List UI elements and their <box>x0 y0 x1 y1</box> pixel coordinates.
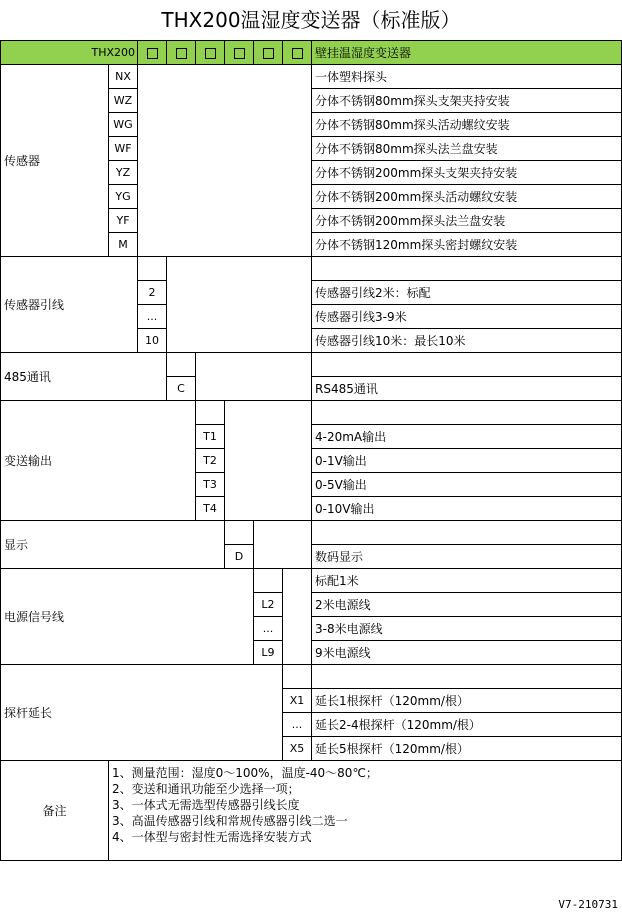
option-code: L2 <box>254 593 283 617</box>
note-line: 4、一体型与密封性无需选择安装方式 <box>112 830 312 844</box>
option-code: ... <box>254 617 283 641</box>
option-desc: 延长1根探杆（120mm/根） <box>312 689 622 713</box>
notes-content <box>109 761 622 861</box>
header-row <box>1 41 622 65</box>
option-desc: 延长5根探杆（120mm/根） <box>312 737 622 761</box>
option-code: T3 <box>196 473 225 497</box>
option-desc-empty <box>312 353 622 377</box>
category-probe: 探杆延长 <box>1 665 283 761</box>
note-line: 3、高温传感器引线和常规传感器引线二选一 <box>112 814 348 828</box>
option-box <box>283 41 312 65</box>
category-comm: 485通讯 <box>1 353 167 401</box>
option-desc: 分体不锈钢200mm探头法兰盘安装 <box>312 209 622 233</box>
option-code-empty <box>196 401 225 425</box>
option-desc-empty <box>312 665 622 689</box>
category-sensor: 传感器 <box>1 65 109 257</box>
option-desc: 3-8米电源线 <box>312 617 622 641</box>
blank-area <box>283 569 312 665</box>
option-box <box>196 41 225 65</box>
option-code-empty <box>167 353 196 377</box>
option-desc: RS485通讯 <box>312 377 622 401</box>
table-row <box>1 401 622 425</box>
mounting-label: 壁挂温湿度变送器 <box>312 41 622 65</box>
option-code: X1 <box>283 689 312 713</box>
option-code: NX <box>109 65 138 89</box>
blank-area <box>225 401 312 521</box>
option-desc-empty <box>312 401 622 425</box>
option-desc: 分体不锈钢80mm探头活动螺纹安装 <box>312 113 622 137</box>
option-code: X5 <box>283 737 312 761</box>
checkbox-square-icon <box>205 48 216 59</box>
option-desc: 传感器引线2米：标配 <box>312 281 622 305</box>
selection-table <box>0 40 622 861</box>
option-code-empty <box>225 521 254 545</box>
table-row <box>1 665 622 689</box>
option-code: 10 <box>138 329 167 353</box>
option-desc: 0-10V输出 <box>312 497 622 521</box>
option-code: YF <box>109 209 138 233</box>
option-code-empty <box>138 257 167 281</box>
option-desc: 传感器引线10米：最长10米 <box>312 329 622 353</box>
option-box <box>138 41 167 65</box>
option-desc: 延长2-4根探杆（120mm/根） <box>312 713 622 737</box>
option-box <box>167 41 196 65</box>
option-desc: 分体不锈钢80mm探头支架夹持安装 <box>312 89 622 113</box>
category-lead: 传感器引线 <box>1 257 138 353</box>
option-code: 2 <box>138 281 167 305</box>
option-desc: 传感器引线3-9米 <box>312 305 622 329</box>
blank-area <box>254 521 312 569</box>
table-row <box>1 65 622 89</box>
note-line: 2、变送和通讯功能至少选择一项； <box>112 782 300 796</box>
version-label: V7-210731 <box>558 898 618 911</box>
option-desc: 分体不锈钢80mm探头法兰盘安装 <box>312 137 622 161</box>
option-code: T1 <box>196 425 225 449</box>
category-output: 变送输出 <box>1 401 196 521</box>
category-display: 显示 <box>1 521 225 569</box>
option-desc: 分体不锈钢200mm探头支架夹持安装 <box>312 161 622 185</box>
option-code: YZ <box>109 161 138 185</box>
option-desc: 标配1米 <box>312 569 622 593</box>
option-code: WG <box>109 113 138 137</box>
option-desc-empty <box>312 257 622 281</box>
table-row <box>1 521 622 545</box>
option-code: C <box>167 377 196 401</box>
blank-area <box>167 257 312 353</box>
option-code: T4 <box>196 497 225 521</box>
option-desc: 分体不锈钢120mm探头密封螺纹安装 <box>312 233 622 257</box>
option-desc-empty <box>312 521 622 545</box>
option-box <box>254 41 283 65</box>
notes-label: 备注 <box>1 761 109 861</box>
option-code: ... <box>283 713 312 737</box>
option-desc: 0-5V输出 <box>312 473 622 497</box>
checkbox-square-icon <box>176 48 187 59</box>
table-row <box>1 569 622 593</box>
option-desc: 4-20mA输出 <box>312 425 622 449</box>
document-title: THX200温湿度变送器（标准版） <box>161 8 461 32</box>
note-line: 3、一体式无需选型传感器引线长度 <box>112 798 300 812</box>
checkbox-square-icon <box>263 48 274 59</box>
option-code: D <box>225 545 254 569</box>
option-desc: 0-1V输出 <box>312 449 622 473</box>
option-code: WF <box>109 137 138 161</box>
blank-area <box>196 353 312 401</box>
option-code: WZ <box>109 89 138 113</box>
table-row <box>1 353 622 377</box>
model-cell: THX200 <box>1 41 138 65</box>
option-desc: 数码显示 <box>312 545 622 569</box>
option-code: YG <box>109 185 138 209</box>
option-desc: 分体不锈钢200mm探头活动螺纹安装 <box>312 185 622 209</box>
checkbox-square-icon <box>292 48 303 59</box>
notes-row <box>1 761 622 861</box>
option-desc: 2米电源线 <box>312 593 622 617</box>
option-desc: 一体塑料探头 <box>312 65 622 89</box>
checkbox-square-icon <box>147 48 158 59</box>
option-code-empty <box>283 665 312 689</box>
option-box <box>225 41 254 65</box>
note-line: 1、测量范围：湿度0～100%，温度-40～80℃； <box>112 766 378 780</box>
category-power: 电源信号线 <box>1 569 254 665</box>
option-desc: 9米电源线 <box>312 641 622 665</box>
blank-area <box>138 65 312 257</box>
checkbox-square-icon <box>234 48 245 59</box>
option-code: T2 <box>196 449 225 473</box>
option-code: ... <box>138 305 167 329</box>
option-code: L9 <box>254 641 283 665</box>
table-row <box>1 257 622 281</box>
option-code-empty <box>254 569 283 593</box>
option-code: M <box>109 233 138 257</box>
